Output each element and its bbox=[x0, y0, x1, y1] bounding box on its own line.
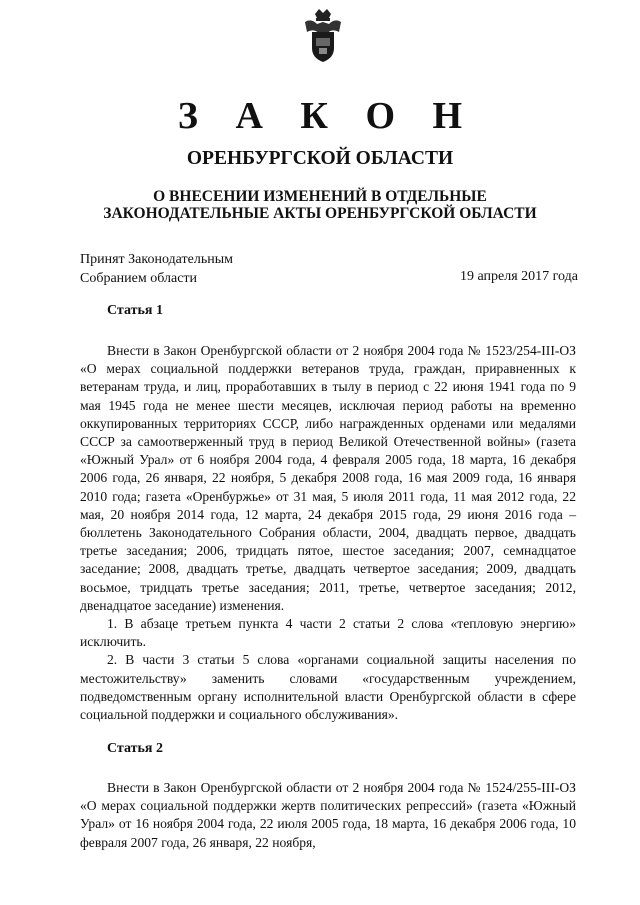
adoption-date: 19 апреля 2017 года bbox=[460, 269, 578, 284]
region-name: ОРЕНБУРГСКОЙ ОБЛАСТИ bbox=[186, 148, 454, 169]
article-2-intro: Внести в Закон Оренбургской области от 2 ноября 2004 года № 1524/255-III-ОЗ «О мерах социальной поддержки жертв политических репрессий» (газета «Южный Урал» от 16 ноября 2004 года, 22 июля 2005 года, 18 марта, 16 декабря 2006 года, 10 февраля 2007 года, 26 января, 22 ноября, bbox=[80, 780, 576, 850]
article-1-item-1: 1. В абзаце третьем пункта 4 части 2 статьи 2 слова «тепловую энергию» исключить. bbox=[80, 616, 576, 650]
law-subject-line: О ВНЕСЕНИИ ИЗМЕНЕНИЙ В ОТДЕЛЬНЫЕ bbox=[153, 188, 487, 205]
article-2-body bbox=[80, 779, 576, 852]
adoption-line: Принят Законодательным bbox=[80, 252, 233, 267]
adoption-note bbox=[80, 250, 233, 288]
article-2-heading: Статья 2 bbox=[107, 741, 163, 756]
adoption-line: Собранием области bbox=[80, 271, 198, 286]
law-subject-line: ЗАКОНОДАТЕЛЬНЫЕ АКТЫ ОРЕНБУРГСКОЙ ОБЛАСТИ bbox=[103, 205, 537, 222]
article-1-item-2: 2. В части 3 статьи 5 слова «органами социальной защиты населения по местожительству» заменить словами «государственным учреждением, подведомственным органу исполнительной власти Оренбургской области в сфере социальной поддержки и социального обслуживания». bbox=[80, 652, 576, 723]
article-1-intro: Внести в Закон Оренбургской области от 2 ноября 2004 года № 1523/254-III-ОЗ «О мерах социальной поддержки ветеранов труда, граждан, приравненных к ветеранам труда, и лиц, проработавших в тылу в период с 22 июня 1941 года по 9 мая 1945 года не менее шести месяцев, исключая период работы на временно оккупированных территориях СССР, либо награжденных орденами или медалями СССР за самоотверженный труд в период Великой Отечественной войны» (газета «Южный Урал» от 6 ноября 2004 года, 4 февраля 2005 года, 18 марта, 16 декабря 2006 года, 26 января, 22 ноября, 5 декабря 2008 года, 16 мая 2009 года, 16 января 2010 года; газета «Оренбуржье» от 31 мая, 5 июля 2011 года, 11 мая 2012 года, 22 мая, 20 ноября 2014 года, 12 марта, 24 декабря 2015 года, 29 июня 2016 года – бюллетень Законодательного Собрания области, 2004, двадцать первое, двадцать третье заседания; 2006, тридцать пятое, шестое заседания; 2007, семнадцатое заседание; 2008, двадцать третье, двадцать четвертое заседания; 2009, двадцать восьмое, тридцать третье заседания; 2011, третье, четвертое заседания; 2012, двенадцатое заседание) изменения. bbox=[80, 343, 576, 613]
article-1-heading: Статья 1 bbox=[107, 303, 163, 318]
document-title: З А К О Н bbox=[177, 95, 477, 137]
article-1-body bbox=[80, 342, 576, 724]
coat-of-arms-icon bbox=[301, 8, 345, 64]
law-subject bbox=[0, 188, 640, 222]
